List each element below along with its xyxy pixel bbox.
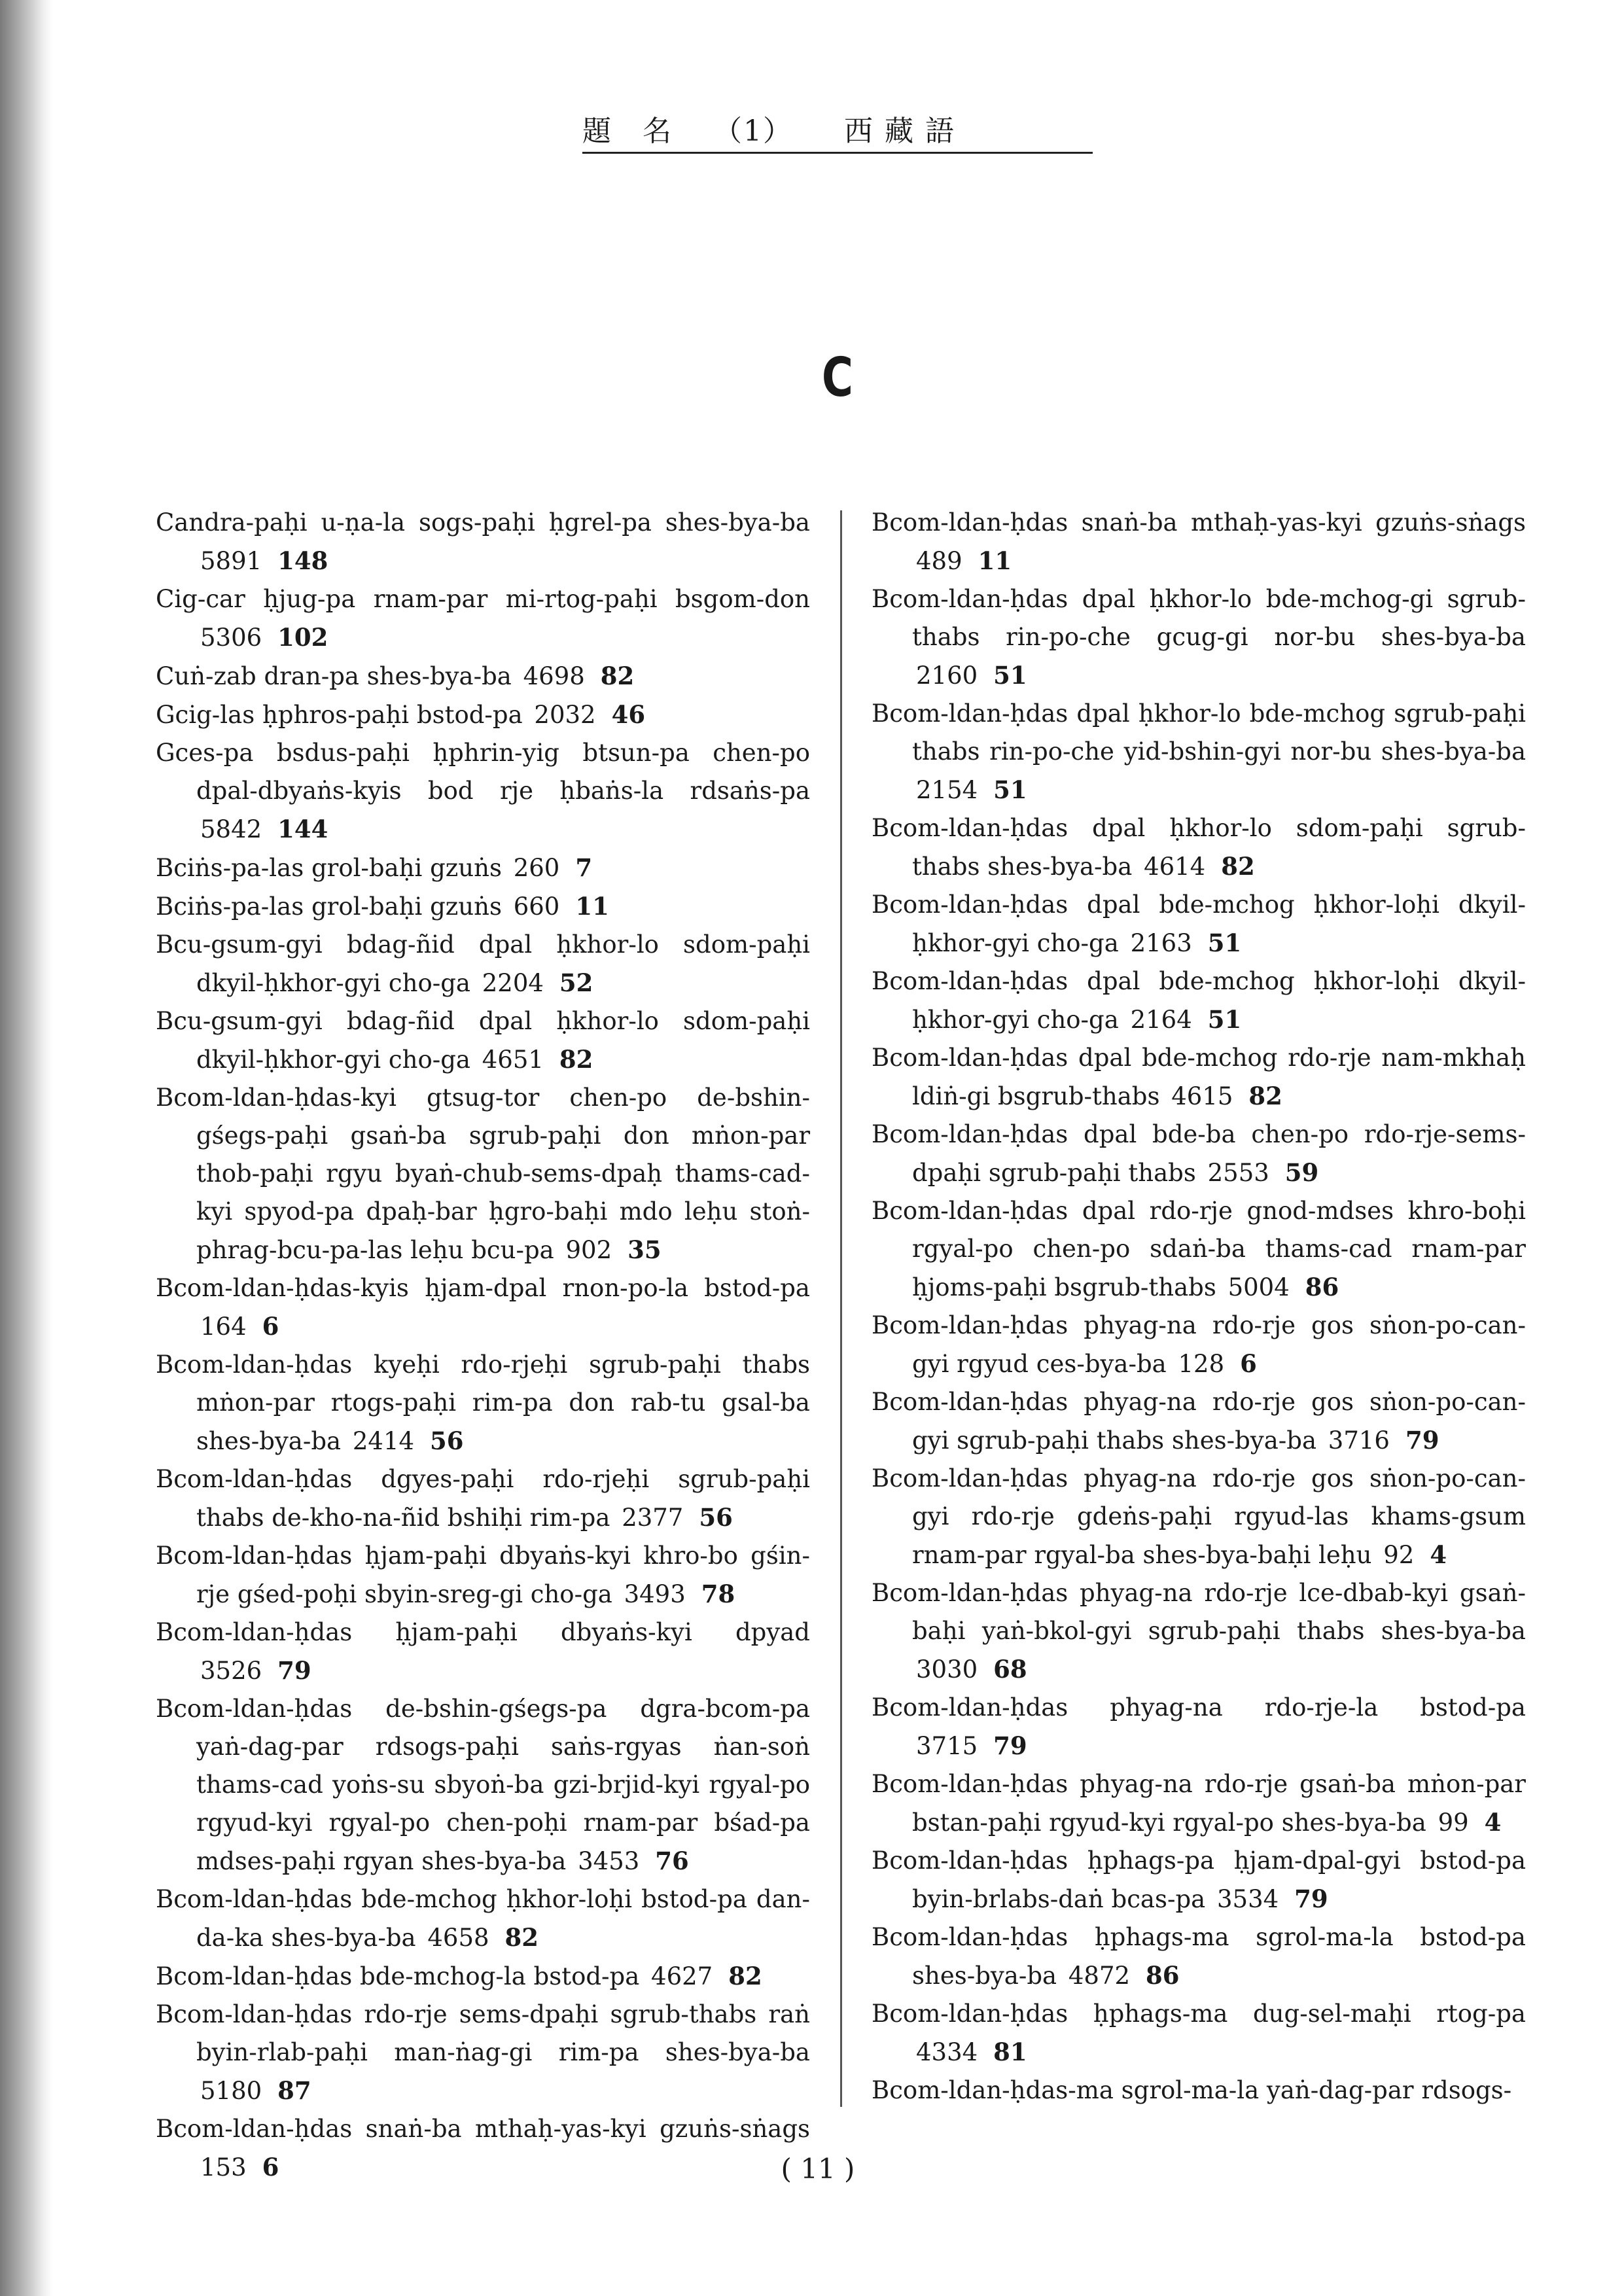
entry-title: Bcom-ldan-ḥdas dpal bde-mchog rdo-rje nam-mkhaḥ ldiṅ-gi bsgrub-thabs bbox=[872, 1044, 1526, 1110]
index-entry bbox=[156, 1996, 810, 2110]
entry-title: Bcom-ldan-ḥdas dpal bde-mchog ḥkhor-loḥi dkyil-ḥkhor-gyi cho-ga bbox=[872, 891, 1526, 957]
entry-number: 5891 bbox=[200, 547, 262, 575]
entry-title: Bcom-ldan-ḥdas phyag-na rdo-rje lce-dbab-kyi gsaṅ-baḥi yaṅ-bkol-gyi sgrub-paḥi thabs shes-bya-ba bbox=[872, 1579, 1526, 1645]
entry-title: Bcom-ldan-ḥdas dpal ḥkhor-lo bde-mchog-gi sgrub-thabs rin-po-che gcug-gi nor-bu shes-bya-ba bbox=[872, 585, 1526, 651]
index-entry bbox=[872, 580, 1526, 695]
entry-number: 164 bbox=[200, 1313, 247, 1341]
entry-page: 11 bbox=[978, 546, 1012, 575]
right-column bbox=[872, 504, 1526, 2110]
entry-page: 82 bbox=[728, 1962, 762, 1990]
entry-number: 4627 bbox=[651, 1962, 713, 1990]
entry-title: Bcom-ldan-ḥdas phyag-na rdo-rje gos sṅon-po-can-gyi rgyud ces-bya-ba bbox=[872, 1311, 1526, 1378]
entry-number: 660 bbox=[513, 892, 560, 921]
index-entry bbox=[156, 657, 810, 696]
entry-number: 3453 bbox=[578, 1847, 640, 1875]
entry-number: 2163 bbox=[1130, 929, 1192, 957]
entry-title: Bcom-ldan-ḥdas phyag-na rdo-rje gos sṅon-po-can-gyi rdo-rje gdeṅs-paḥi rgyud-las khams-gsum rnam-par rgyal-ba shes-bya-baḥi leḥu bbox=[872, 1464, 1526, 1569]
index-entry bbox=[156, 2110, 810, 2187]
entry-page: 51 bbox=[993, 661, 1027, 690]
index-entry bbox=[156, 1881, 810, 1957]
index-entry bbox=[872, 1842, 1526, 1918]
entry-title: Bcom-ldan-ḥdas snaṅ-ba mthaḥ-yas-kyi gzuṅs-sṅags bbox=[872, 508, 1526, 537]
entry-page: 82 bbox=[600, 662, 635, 690]
entry-title: Cuṅ-zab dran-pa shes-bya-ba bbox=[156, 662, 512, 690]
entry-number: 3716 bbox=[1328, 1426, 1390, 1455]
entry-title: Gces-pa bsdus-paḥi ḥphrin-yig btsun-pa chen-po dpal-dbyaṅs-kyis bod rje ḥbaṅs-la rdsaṅs-pa bbox=[156, 739, 810, 805]
entry-page: 82 bbox=[504, 1923, 539, 1952]
index-entry bbox=[872, 1039, 1526, 1116]
entry-page: 87 bbox=[277, 2076, 311, 2105]
entry-page: 79 bbox=[277, 1656, 311, 1685]
index-entry bbox=[872, 1995, 1526, 2072]
entry-number: 4698 bbox=[523, 662, 585, 690]
entry-page: 6 bbox=[1240, 1349, 1257, 1378]
index-entry bbox=[156, 1957, 810, 1996]
entry-number: 260 bbox=[513, 854, 560, 882]
index-entry bbox=[872, 886, 1526, 963]
index-entry bbox=[872, 809, 1526, 886]
entry-number: 3493 bbox=[624, 1580, 686, 1608]
entry-number: 153 bbox=[200, 2153, 247, 2181]
entry-number: 4872 bbox=[1068, 1962, 1131, 1990]
entry-page: 4 bbox=[1430, 1540, 1447, 1569]
entry-title: Bcom-ldan-ḥdas ḥphags-pa ḥjam-dpal-gyi bstod-pa byin-brlabs-daṅ bcas-pa bbox=[872, 1846, 1526, 1913]
index-entry bbox=[872, 1689, 1526, 1765]
entry-number: 128 bbox=[1178, 1350, 1225, 1378]
entry-title: Bcom-ldan-ḥdas-kyis ḥjam-dpal rnon-po-la bstod-pa bbox=[156, 1274, 810, 1302]
index-entry bbox=[872, 1383, 1526, 1460]
entry-number: 902 bbox=[565, 1236, 612, 1264]
entry-page: 81 bbox=[993, 2038, 1027, 2066]
index-entry bbox=[872, 504, 1526, 580]
entry-number: 4658 bbox=[427, 1924, 489, 1952]
entry-title: Bcom-ldan-ḥdas ḥphags-ma sgrol-ma-la bstod-pa shes-bya-ba bbox=[872, 1923, 1526, 1990]
index-entry bbox=[156, 1269, 810, 1346]
column-divider bbox=[840, 510, 842, 2107]
index-entry bbox=[872, 695, 1526, 809]
index-entry bbox=[156, 1346, 810, 1460]
entry-title: Bcom-ldan-ḥdas dpal ḥkhor-lo bde-mchog sgrub-paḥi thabs rin-po-che yid-bshin-gyi nor-bu shes-bya-ba bbox=[872, 699, 1526, 766]
entry-page: 79 bbox=[1294, 1884, 1328, 1913]
entry-page: 51 bbox=[1207, 1005, 1242, 1034]
index-entry bbox=[156, 696, 810, 734]
entry-page: 4 bbox=[1484, 1808, 1502, 1837]
entry-title: Bcom-ldan-ḥdas phyag-na rdo-rje gos sṅon-po-can-gyi sgrub-paḥi thabs shes-bya-ba bbox=[872, 1388, 1526, 1455]
entry-number: 3534 bbox=[1217, 1885, 1279, 1913]
entry-number: 5306 bbox=[200, 624, 262, 652]
entry-number: 5842 bbox=[200, 815, 262, 843]
entry-page: 56 bbox=[699, 1503, 733, 1532]
entry-number: 2160 bbox=[916, 662, 978, 690]
entry-number: 3715 bbox=[916, 1732, 978, 1760]
entry-page: 76 bbox=[655, 1846, 689, 1875]
entry-page: 79 bbox=[1405, 1426, 1439, 1455]
index-entry bbox=[156, 1537, 810, 1614]
entry-title: Bcom-ldan-ḥdas phyag-na rdo-rje-la bstod-pa bbox=[872, 1693, 1526, 1722]
entry-title: Bcom-ldan-ḥdas ḥphags-ma dug-sel-maḥi rtog-pa bbox=[872, 2000, 1526, 2028]
index-entry bbox=[156, 504, 810, 580]
entry-page: 68 bbox=[993, 1655, 1027, 1684]
entry-page: 46 bbox=[611, 700, 646, 729]
entry-number: 489 bbox=[916, 547, 962, 575]
entry-title: Bcu-gsum-gyi bdag-ñid dpal ḥkhor-lo sdom-paḥi dkyil-ḥkhor-gyi cho-ga bbox=[156, 1007, 810, 1074]
entry-page: 51 bbox=[993, 775, 1027, 804]
entry-page: 59 bbox=[1284, 1158, 1319, 1187]
entry-page: 86 bbox=[1146, 1961, 1180, 1990]
entry-title: Gcig-las ḥphros-paḥi bstod-pa bbox=[156, 701, 523, 729]
header-language: 西 藏 語 bbox=[844, 115, 955, 148]
entry-title: Bcu-gsum-gyi bdag-ñid dpal ḥkhor-lo sdom-paḥi dkyil-ḥkhor-gyi cho-ga bbox=[156, 930, 810, 997]
entry-title: Bcom-ldan-ḥdas dpal bde-ba chen-po rdo-rje-sems-dpaḥi sgrub-paḥi thabs bbox=[872, 1120, 1526, 1187]
entry-title: Bcom-ldan-ḥdas dpal rdo-rje gnod-mdses khro-boḥi rgyal-po chen-po sdaṅ-ba thams-cad rnam-par ḥjoms-paḥi bsgrub-thabs bbox=[872, 1197, 1526, 1301]
index-entry bbox=[156, 926, 810, 1002]
index-entry bbox=[156, 580, 810, 657]
index-entry bbox=[156, 849, 810, 887]
index-entry bbox=[872, 963, 1526, 1039]
entry-title: Bcom-ldan-ḥdas rdo-rje sems-dpaḥi sgrub-thabs raṅ byin-rlab-paḥi man-ṅag-gi rim-pa shes-bya-ba bbox=[156, 2000, 810, 2066]
entry-number: 4651 bbox=[482, 1046, 544, 1074]
entry-title: Bcom-ldan-ḥdas kyeḥi rdo-rjeḥi sgrub-paḥi thabs mṅon-par rtogs-paḥi rim-pa don rab-tu gsal-ba shes-bya-ba bbox=[156, 1351, 810, 1455]
entry-title: Bcom-ldan-ḥdas dgyes-paḥi rdo-rjeḥi sgrub-paḥi thabs de-kho-na-ñid bshiḥi rim-pa bbox=[156, 1465, 810, 1532]
entry-page: 102 bbox=[277, 623, 328, 652]
entry-number: 2154 bbox=[916, 776, 978, 804]
header-part-number: （1） bbox=[713, 115, 793, 148]
header-title: 題 名 bbox=[582, 115, 673, 148]
entry-page: 82 bbox=[559, 1045, 593, 1074]
index-entry bbox=[872, 1116, 1526, 1192]
entry-title: Candra-paḥi u-ṇa-la sogs-paḥi ḥgrel-pa shes-bya-ba bbox=[156, 508, 810, 537]
entry-number: 2377 bbox=[622, 1504, 684, 1532]
entry-number: 4614 bbox=[1144, 853, 1206, 881]
index-entry bbox=[156, 1002, 810, 1079]
entry-title: Bcom-ldan-ḥdas-ma sgrol-ma-la yaṅ-dag-par rdsogs- bbox=[872, 2076, 1512, 2104]
entry-page: 6 bbox=[262, 1312, 279, 1341]
entry-page: 78 bbox=[701, 1580, 735, 1608]
entry-number: 2032 bbox=[534, 701, 596, 729]
entry-page: 7 bbox=[575, 853, 593, 882]
entry-title: Bcom-ldan-ḥdas dpal bde-mchog ḥkhor-loḥi dkyil-ḥkhor-gyi cho-ga bbox=[872, 967, 1526, 1034]
section-letter: C bbox=[821, 347, 854, 409]
entry-number: 4334 bbox=[916, 2038, 978, 2066]
index-entry bbox=[872, 1918, 1526, 1995]
entry-page: 35 bbox=[627, 1235, 662, 1264]
entry-page: 82 bbox=[1248, 1082, 1282, 1110]
index-entry bbox=[872, 1460, 1526, 1574]
entry-title: Bcom-ldan-ḥdas phyag-na rdo-rje gsaṅ-ba mṅon-par bstan-paḥi rgyud-kyi rgyal-po shes-bya-ba bbox=[872, 1770, 1526, 1837]
entry-title: Bcom-ldan-ḥdas-kyi gtsug-tor chen-po de-bshin-gśegs-paḥi gsaṅ-ba sgrub-paḥi don mṅon-par thob-paḥi rgyu byaṅ-chub-sems-dpaḥ thams-cad-kyi spyod-pa dpaḥ-bar ḥgro-baḥi mdo leḥu stoṅ-phrag-bcu-pa-las leḥu bcu-pa bbox=[156, 1084, 810, 1264]
entry-title: Bcom-ldan-ḥdas ḥjam-paḥi dbyaṅs-kyi dpyad bbox=[156, 1618, 810, 1646]
index-entry bbox=[872, 1574, 1526, 1689]
index-entry bbox=[872, 1307, 1526, 1383]
entry-number: 4615 bbox=[1171, 1082, 1233, 1110]
entry-title: Bcom-ldan-ḥdas bde-mchog ḥkhor-loḥi bstod-pa dan-da-ka shes-bya-ba bbox=[156, 1885, 810, 1952]
entry-number: 99 bbox=[1438, 1809, 1469, 1837]
entry-page: 52 bbox=[559, 968, 593, 997]
entry-number: 2204 bbox=[482, 969, 544, 997]
entry-title: Bcom-ldan-ḥdas dpal ḥkhor-lo sdom-paḥi sgrub-thabs shes-bya-ba bbox=[872, 814, 1526, 881]
index-entry bbox=[156, 1460, 810, 1537]
entry-title: Cig-car ḥjug-pa rnam-par mi-rtog-paḥi bsgom-don bbox=[156, 585, 810, 613]
index-entry bbox=[156, 1614, 810, 1690]
entry-number: 92 bbox=[1383, 1541, 1415, 1569]
index-entry bbox=[872, 2072, 1526, 2110]
page-number: ( 11 ) bbox=[781, 2153, 855, 2185]
entry-page: 79 bbox=[993, 1731, 1027, 1760]
entry-page: 51 bbox=[1207, 928, 1242, 957]
scan-edge-shadow bbox=[0, 0, 52, 2296]
index-entry bbox=[872, 1192, 1526, 1307]
entry-page: 6 bbox=[262, 2153, 279, 2181]
entry-number: 3030 bbox=[916, 1655, 978, 1684]
entry-page: 148 bbox=[277, 546, 328, 575]
entry-title: Bcom-ldan-ḥdas snaṅ-ba mthaḥ-yas-kyi gzuṅs-sṅags bbox=[156, 2115, 810, 2143]
entry-title: Bciṅs-pa-las grol-baḥi gzuṅs bbox=[156, 892, 502, 921]
entry-page: 56 bbox=[430, 1426, 464, 1455]
index-entry bbox=[156, 1690, 810, 1881]
running-header bbox=[582, 111, 1093, 154]
entry-number: 2164 bbox=[1130, 1006, 1192, 1034]
index-entry bbox=[872, 1765, 1526, 1842]
entry-title: Bciṅs-pa-las grol-baḥi gzuṅs bbox=[156, 854, 502, 882]
entry-number: 2414 bbox=[352, 1427, 415, 1455]
left-column bbox=[156, 504, 810, 2187]
entry-number: 5004 bbox=[1227, 1273, 1290, 1301]
entry-title: Bcom-ldan-ḥdas bde-mchog-la bstod-pa bbox=[156, 1962, 640, 1990]
entry-page: 82 bbox=[1221, 852, 1255, 881]
entry-title: Bcom-ldan-ḥdas ḥjam-paḥi dbyaṅs-kyi khro-bo gśin-rje gśed-poḥi sbyin-sreg-gi cho-ga bbox=[156, 1542, 810, 1608]
index-entry bbox=[156, 887, 810, 926]
entry-number: 2553 bbox=[1207, 1159, 1269, 1187]
entry-title: Bcom-ldan-ḥdas de-bshin-gśegs-pa dgra-bcom-pa yaṅ-dag-par rdsogs-paḥi saṅs-rgyas ṅan-soṅ thams-cad yoṅs-su sbyoṅ-ba gzi-brjid-kyi rgyal-po rgyud-kyi rgyal-po chen-poḥi rnam-par bśad-pa mdses-paḥi rgyan shes-bya-ba bbox=[156, 1695, 810, 1875]
entry-page: 86 bbox=[1305, 1273, 1339, 1301]
entry-number: 3526 bbox=[200, 1657, 262, 1685]
index-entry bbox=[156, 1079, 810, 1269]
entry-page: 144 bbox=[277, 815, 328, 843]
entry-number: 5180 bbox=[200, 2077, 262, 2105]
entry-page: 11 bbox=[575, 892, 609, 921]
index-entry bbox=[156, 734, 810, 849]
